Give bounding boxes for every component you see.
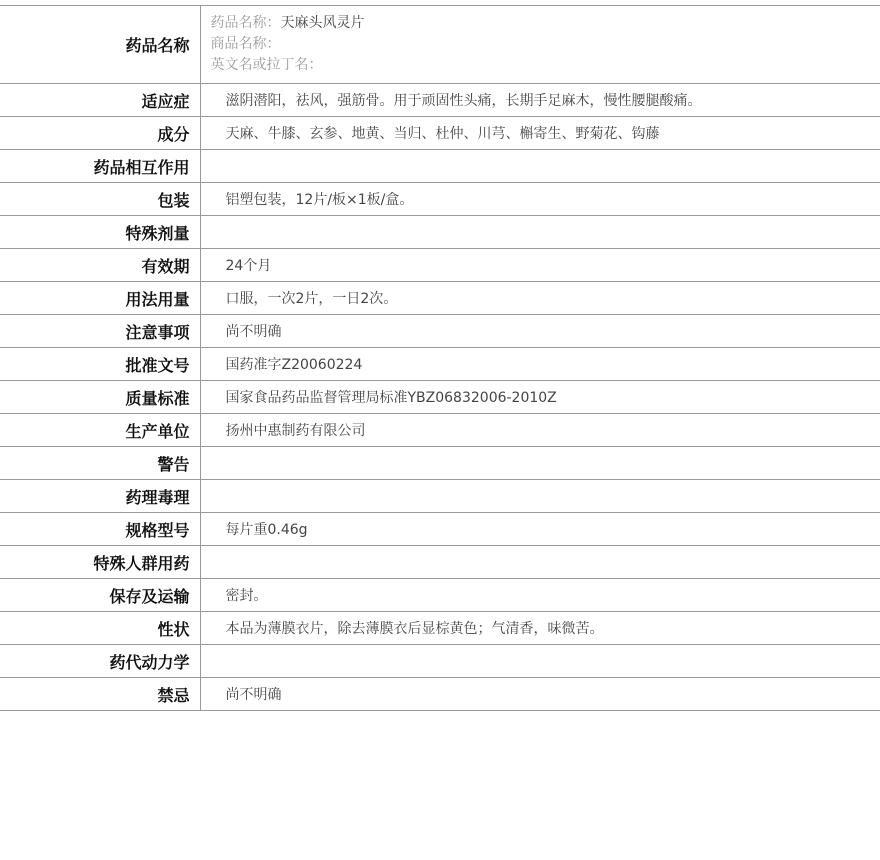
drug-trade-name: 商品名称： [210,36,281,52]
row-label: 禁忌 [0,678,200,711]
drug-generic-name: 药品名称：天麻头风灵片 [210,15,365,31]
table-row [0,183,880,216]
row-value: 每片重0.46g [200,513,880,546]
row-value: 本品为薄膜衣片，除去薄膜衣后显棕黄色；气清香，味微苦。 [200,612,880,645]
row-label: 特殊人群用药 [0,546,200,579]
row-label: 药品名称 [0,6,200,84]
row-value [200,546,880,579]
row-label: 药代动力学 [0,645,200,678]
row-label: 质量标准 [0,381,200,414]
row-value: 天麻、牛膝、玄参、地黄、当归、杜仲、川芎、槲寄生、野菊花、钩藤 [200,117,880,150]
row-value [200,216,880,249]
table-row [0,315,880,348]
table-row [0,150,880,183]
row-value [200,447,880,480]
row-value: 国家食品药品监督管理局标准YBZ06832006-2010Z [200,381,880,414]
row-label: 生产单位 [0,414,200,447]
table-row [0,579,880,612]
drug-info-sheet [0,5,880,711]
row-value: 扬州中惠制药有限公司 [200,414,880,447]
row-value: 24个月 [200,249,880,282]
row-value: 滋阴潜阳，祛风，强筋骨。用于顽固性头痛，长期手足麻木，慢性腰腿酸痛。 [200,84,880,117]
row-value: 尚不明确 [200,315,880,348]
table-row [0,645,880,678]
row-label: 警告 [0,447,200,480]
table-row [0,117,880,150]
row-label: 成分 [0,117,200,150]
row-label: 包装 [0,183,200,216]
table-row [0,249,880,282]
row-label: 药理毒理 [0,480,200,513]
row-value [200,480,880,513]
table-row [0,546,880,579]
row-value [200,645,880,678]
row-label: 注意事项 [0,315,200,348]
table-row [0,612,880,645]
row-value: 铝塑包装，12片/板×1板/盒。 [200,183,880,216]
row-label: 用法用量 [0,282,200,315]
drug-names-cell [200,6,880,84]
row-value: 密封。 [200,579,880,612]
row-label: 保存及运输 [0,579,200,612]
row-drug-name [0,6,880,84]
row-value [200,150,880,183]
row-label: 药品相互作用 [0,150,200,183]
drug-info-table [0,5,880,711]
table-row [0,447,880,480]
row-value: 尚不明确 [200,678,880,711]
table-row [0,414,880,447]
row-value: 口服，一次2片，一日2次。 [200,282,880,315]
table-row [0,84,880,117]
row-label: 适应症 [0,84,200,117]
table-row [0,282,880,315]
row-label: 性状 [0,612,200,645]
row-value: 国药准字Z20060224 [200,348,880,381]
row-label: 特殊剂量 [0,216,200,249]
table-row [0,678,880,711]
table-row [0,381,880,414]
table-row [0,348,880,381]
table-row [0,216,880,249]
row-label: 有效期 [0,249,200,282]
row-label: 规格型号 [0,513,200,546]
table-row [0,480,880,513]
row-label: 批准文号 [0,348,200,381]
drug-latin-name: 英文名或拉丁名： [210,57,323,73]
table-row [0,513,880,546]
